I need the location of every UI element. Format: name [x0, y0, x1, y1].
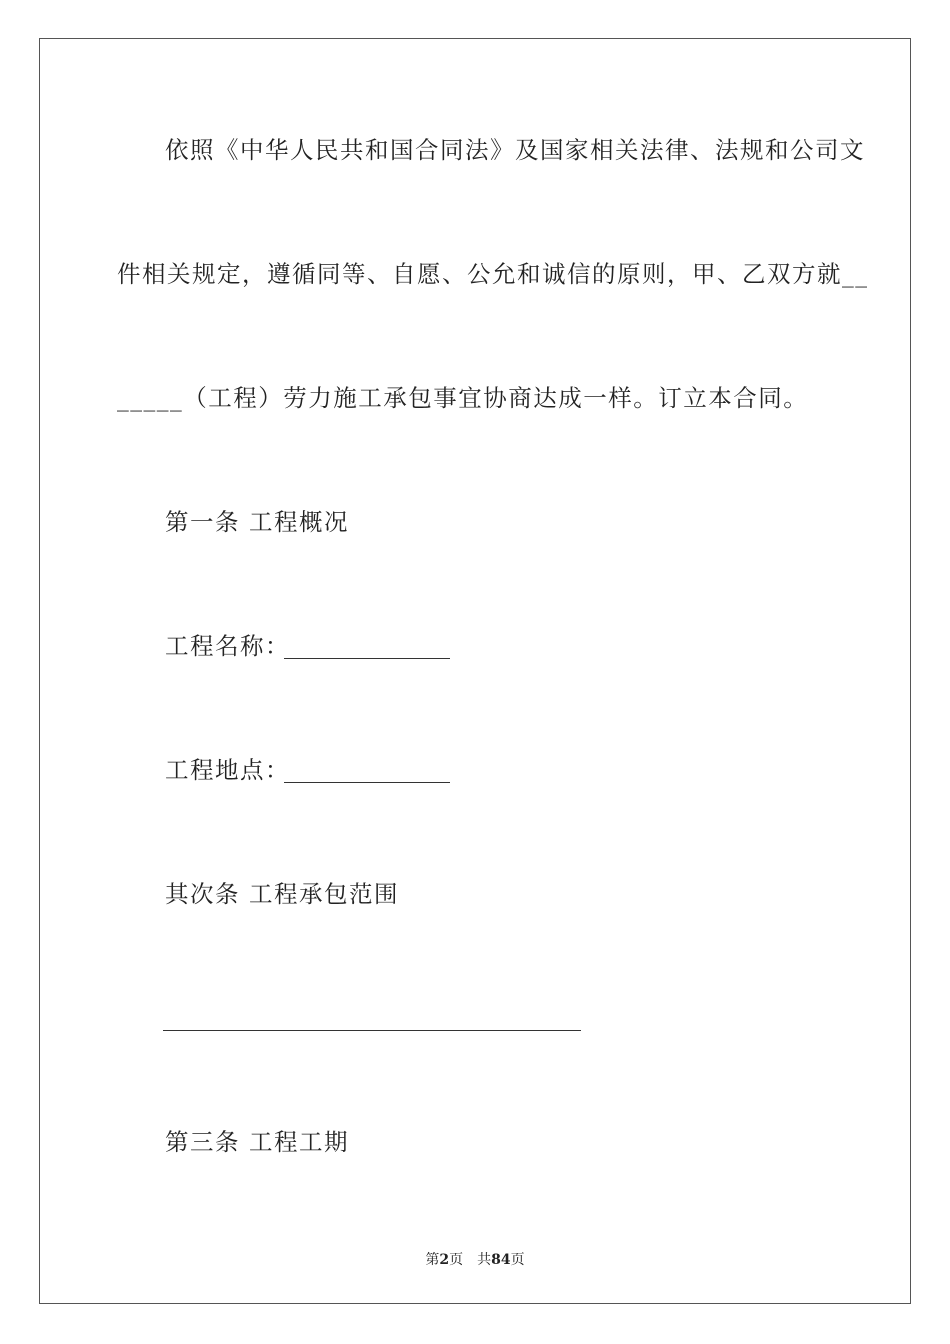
- project-name-blank: [284, 658, 450, 659]
- paragraph-line-3: _____（工程）劳力施工承包事宜协商达成一样。订立本合同。: [117, 384, 809, 412]
- footer-current-page: 2: [439, 1252, 450, 1268]
- article-3-heading: 第三条 工程工期: [165, 1128, 349, 1156]
- footer-prefix: 第: [425, 1252, 440, 1268]
- footer-suffix: 页: [510, 1252, 525, 1268]
- project-site-blank: [284, 782, 450, 783]
- page-border: [39, 38, 911, 1304]
- paragraph-line-1: 依照《中华人民共和国合同法》及国家相关法律、法规和公司文: [165, 136, 865, 164]
- project-site-label: 工程地点：: [165, 756, 290, 784]
- scope-blank-line: [163, 1030, 581, 1031]
- paragraph-line-2: 件相关规定，遵循同等、自愿、公允和诚信的原则，甲、乙双方就__: [117, 260, 869, 288]
- article-2-heading: 其次条 工程承包范围: [165, 880, 399, 908]
- footer-total-pages: 84: [491, 1252, 511, 1268]
- article-1-heading: 第一条 工程概况: [165, 508, 349, 536]
- footer-mid: 页 共: [449, 1252, 492, 1268]
- project-name-label: 工程名称：: [165, 632, 290, 660]
- page-footer: [0, 1249, 950, 1269]
